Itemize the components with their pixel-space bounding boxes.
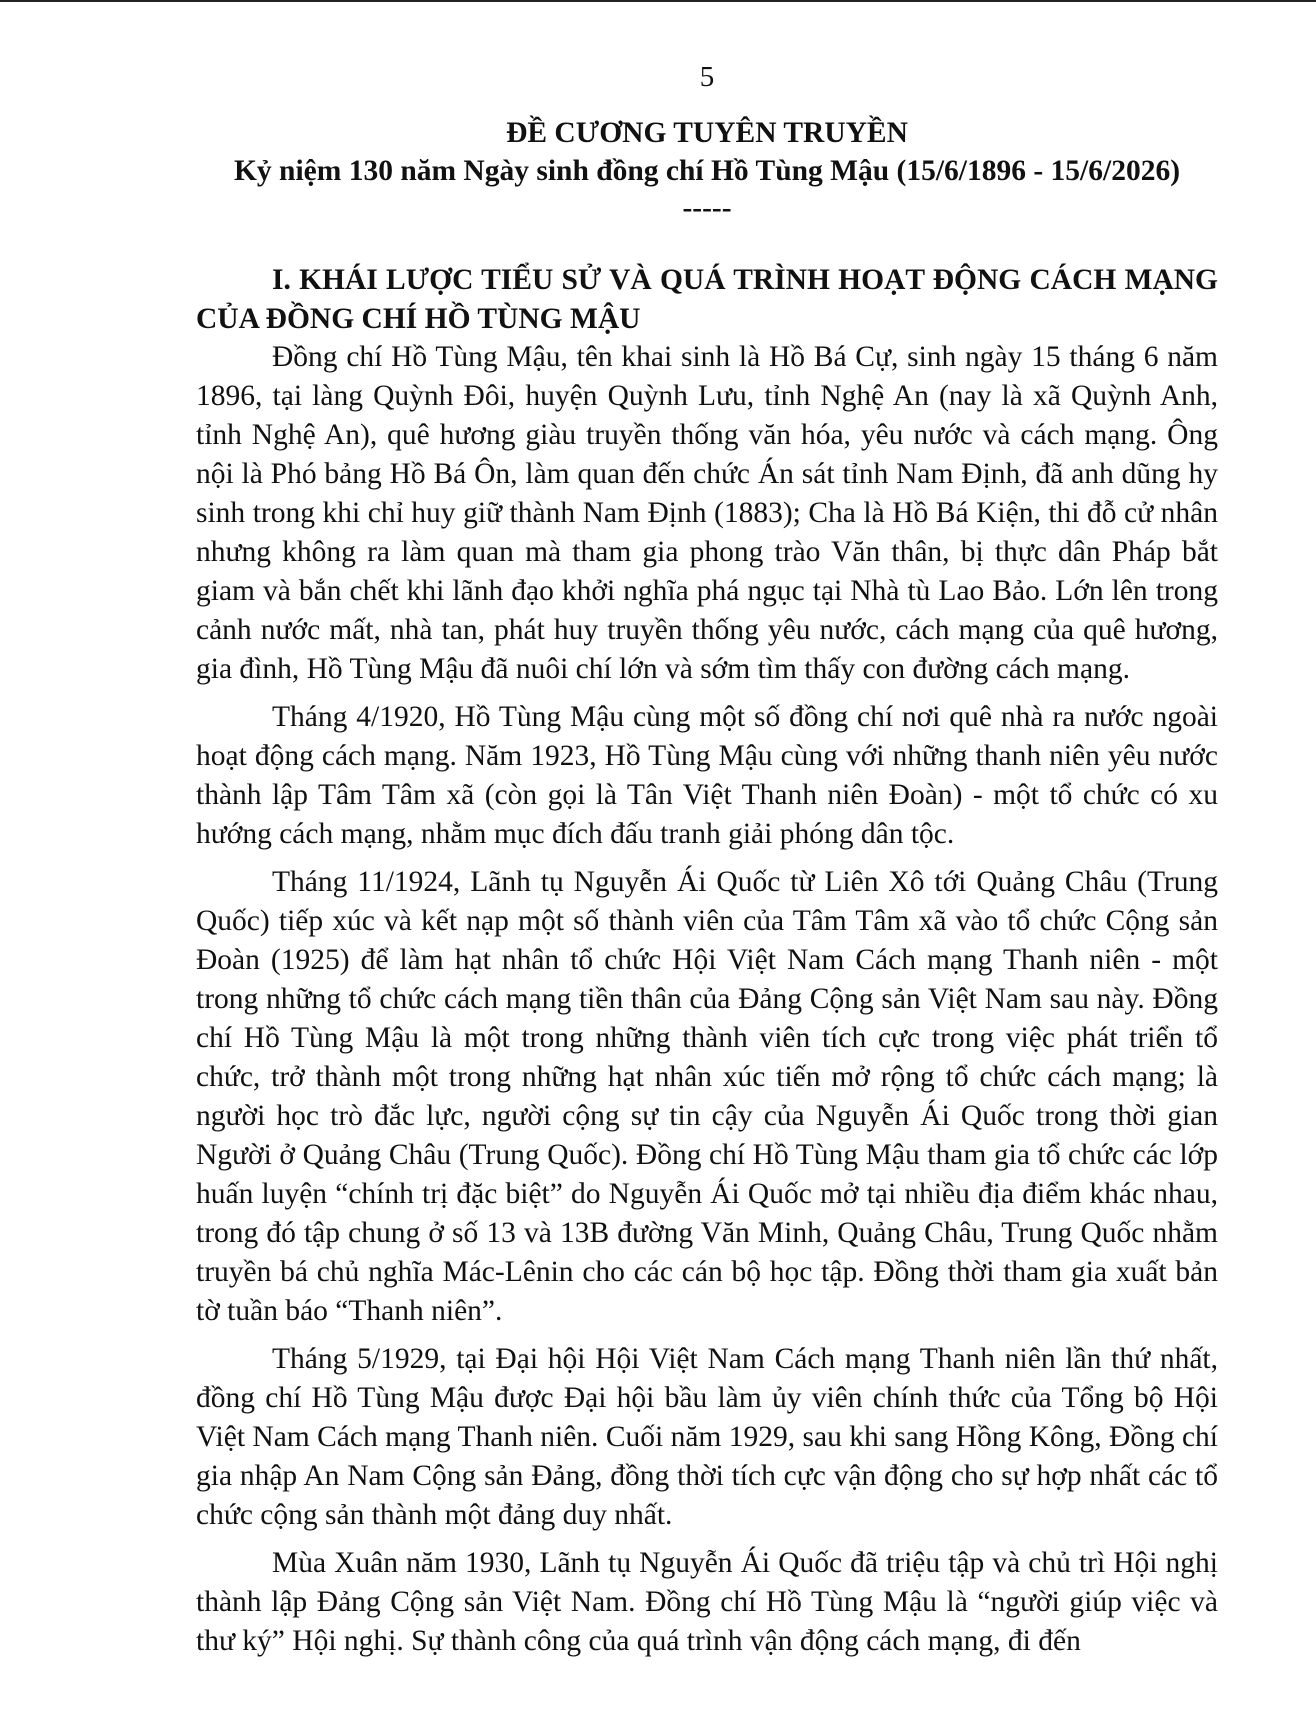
page-number: 5: [699, 61, 715, 93]
document-page: [196, 52, 1218, 1670]
paragraph: Đồng chí Hồ Tùng Mậu, tên khai sinh là Hồ Bá Cự, sinh ngày 15 tháng 6 năm 1896, tại làng Quỳnh Đôi, huyện Quỳnh Lưu, tỉnh Nghệ An (nay là xã Quỳnh Anh, tỉnh Nghệ An), quê hương giàu truyền thống văn hóa, yêu nước và cách mạng. Ông nội là Phó bảng Hồ Bá Ôn, làm quan đến chức Án sát tỉnh Nam Định, đã anh dũng hy sinh trong khi chỉ huy giữ thành Nam Định (1883); Cha là Hồ Bá Kiện, thi đỗ cử nhân nhưng không ra làm quan mà tham gia phong trào Văn thân, bị thực dân Pháp bắt giam và bắn chết khi lãnh đạo khởi nghĩa phá ngục tại Nhà tù Lao Bảo. Lớn lên trong cảnh nước mất, nhà tan, phát huy truyền thống yêu nước, cách mạng của quê hương, gia đình, Hồ Tùng Mậu đã nuôi chí lớn và sớm tìm thấy con đường cách mạng.: [196, 341, 1218, 685]
title-separator: -----: [682, 192, 732, 224]
document-subtitle: Kỷ niệm 130 năm Ngày sinh đồng chí Hồ Tùng Mậu (15/6/1896 - 15/6/2026): [233, 155, 1181, 187]
document-title: ĐỀ CƯƠNG TUYÊN TRUYỀN: [506, 117, 908, 149]
top-border-line: [0, 0, 1316, 2]
paragraph: Tháng 4/1920, Hồ Tùng Mậu cùng một số đồng chí nơi quê nhà ra nước ngoài hoạt động cách mạng. Năm 1923, Hồ Tùng Mậu cùng với những thanh niên yêu nước thành lập Tâm Tâm xã (còn gọi là Tân Việt Thanh niên Đoàn) - một tổ chức có xu hướng cách mạng, nhằm mục đích đấu tranh giải phóng dân tộc.: [196, 701, 1218, 850]
paragraph: Tháng 5/1929, tại Đại hội Hội Việt Nam Cách mạng Thanh niên lần thứ nhất, đồng chí Hồ Tùng Mậu được Đại hội bầu làm ủy viên chính thức của Tổng bộ Hội Việt Nam Cách mạng Thanh niên. Cuối năm 1929, sau khi sang Hồng Kông, Đồng chí gia nhập An Nam Cộng sản Đảng, đồng thời tích cực vận động cho sự hợp nhất các tổ chức cộng sản thành một đảng duy nhất.: [196, 1343, 1218, 1531]
body-text: [196, 338, 1218, 1661]
section-heading: I. KHÁI LƯỢC TIỂU SỬ VÀ QUÁ TRÌNH HOẠT ĐỘNG CÁCH MẠNG CỦA ĐỒNG CHÍ HỒ TÙNG MẬU: [196, 264, 1218, 335]
paragraph: Tháng 11/1924, Lãnh tụ Nguyễn Ái Quốc từ Liên Xô tới Quảng Châu (Trung Quốc) tiếp xúc và kết nạp một số thành viên của Tâm Tâm xã vào tổ chức Cộng sản Đoàn (1925) để làm hạt nhân tổ chức Hội Việt Nam Cách mạng Thanh niên - một trong những tổ chức cách mạng tiền thân của Đảng Cộng sản Việt Nam sau này. Đồng chí Hồ Tùng Mậu là một trong những thành viên tích cực trong việc phát triển tổ chức, trở thành một trong những hạt nhân xúc tiến mở rộng tổ chức cách mạng; là người học trò đắc lực, người cộng sự tin cậy của Nguyễn Ái Quốc trong thời gian Người ở Quảng Châu (Trung Quốc). Đồng chí Hồ Tùng Mậu tham gia tổ chức các lớp huấn luyện “chính trị đặc biệt” do Nguyễn Ái Quốc mở tại nhiều địa điểm khác nhau, trong đó tập chung ở số 13 và 13B đường Văn Minh, Quảng Châu, Trung Quốc nhằm truyền bá chủ nghĩa Mác-Lênin cho các cán bộ học tập. Đồng thời tham gia xuất bản tờ tuần báo “Thanh niên”.: [196, 866, 1218, 1327]
paragraph: Mùa Xuân năm 1930, Lãnh tụ Nguyễn Ái Quốc đã triệu tập và chủ trì Hội nghị thành lập Đảng Cộng sản Việt Nam. Đồng chí Hồ Tùng Mậu là “người giúp việc và thư ký” Hội nghị. Sự thành công của quá trình vận động cách mạng, đi đến: [196, 1547, 1218, 1657]
